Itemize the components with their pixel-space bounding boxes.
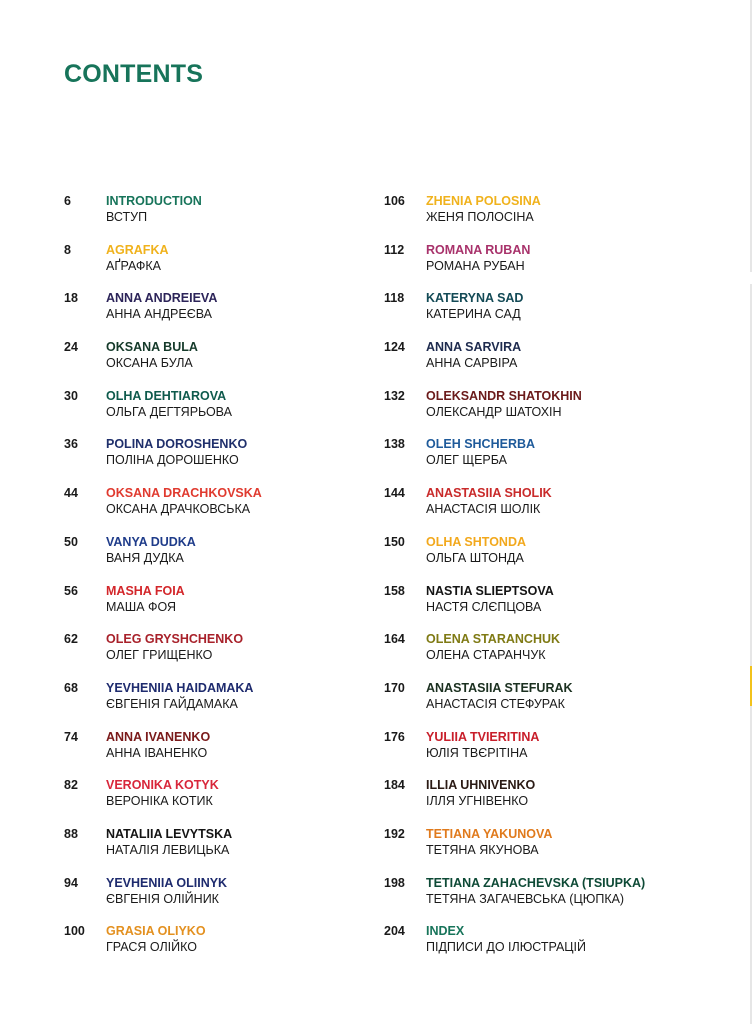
toc-entry[interactable] (64, 340, 404, 389)
toc-title-en: OLHA DEHTIAROVA (106, 388, 227, 403)
toc-page-number: 100 (64, 924, 85, 939)
toc-entry[interactable] (384, 437, 744, 486)
toc-title-ua: ОКСАНА БУЛА (106, 356, 193, 371)
toc-title-ua: ОЛЕГ ЩЕРБА (426, 453, 508, 468)
toc-title-ua: ОЛЕГ ГРИЩЕНКО (106, 648, 213, 663)
toc-page-number: 88 (64, 826, 78, 841)
toc-entry[interactable] (384, 730, 744, 779)
toc-title-en: NATALIIA LEVYTSKA (106, 826, 233, 841)
toc-page-number: 44 (64, 486, 78, 501)
toc-title-en: OLHA SHTONDA (426, 534, 526, 549)
toc-title-en: MASHA FOIA (106, 583, 185, 598)
toc-title-ua: ОЛЬГА ШТОНДА (426, 550, 524, 565)
toc-title-en: YULIIA TVIERITINA (426, 729, 540, 744)
toc-entry[interactable] (384, 340, 744, 389)
toc-title-en: ZHENIA POLOSINA (426, 194, 541, 208)
toc-title-en: OLEG GRYSHCHENKO (106, 632, 244, 647)
toc-title-ua: ОЛЬГА ДЕГТЯРЬОВА (106, 404, 232, 419)
toc-entry[interactable] (64, 389, 404, 438)
toc-title-en: POLINA DOROSHENKO (106, 437, 248, 452)
toc-title-ua: МАША ФОЯ (106, 599, 176, 614)
toc-page-number: 68 (64, 680, 78, 695)
toc-page-number: 8 (64, 242, 71, 257)
toc-page-number: 24 (64, 340, 78, 355)
toc-title-en: ANNA IVANENKO (106, 729, 211, 744)
toc-entry[interactable] (384, 389, 744, 438)
toc-title-en: ANASTASIIA STEFURAK (426, 680, 573, 695)
toc-title-ua: ТЕТЯНА ЯКУНОВА (426, 842, 539, 857)
toc-title-ua: АНАСТАСІЯ ШОЛІК (426, 502, 541, 517)
toc-title-en: NASTIA SLIEPTSOVA (426, 583, 554, 598)
toc-entry[interactable] (64, 486, 404, 535)
toc-title-ua: ВЕРОНІКА КОТИК (106, 794, 213, 809)
toc-entry[interactable] (64, 827, 404, 876)
toc-page-number: 118 (384, 291, 405, 306)
toc-page-number: 204 (384, 924, 405, 939)
toc-title-ua: ЄВГЕНІЯ ГАЙДАМАКА (106, 696, 238, 711)
toc-page-number: 144 (384, 486, 405, 501)
toc-entry[interactable] (384, 194, 744, 243)
toc-title-ua: ВАНЯ ДУДКА (106, 550, 184, 565)
toc-page-number: 94 (64, 875, 78, 890)
toc-entry[interactable] (384, 291, 744, 340)
toc-title-ua: ЖЕНЯ ПОЛОСІНА (426, 210, 534, 224)
toc-entry[interactable] (64, 291, 404, 340)
toc-entry[interactable] (64, 437, 404, 486)
toc-title-ua: ЄВГЕНІЯ ОЛІЙНИК (106, 891, 219, 906)
toc-title-en: GRASIA OLIYKO (106, 924, 206, 939)
toc-entry[interactable] (64, 778, 404, 827)
toc-entry[interactable] (384, 924, 744, 973)
toc-entry[interactable] (64, 535, 404, 584)
toc-entry[interactable] (384, 632, 744, 681)
toc-page-number: 192 (384, 826, 405, 841)
toc-title-ua: ПІДПИСИ ДО ІЛЮСТРАЦІЙ (426, 940, 586, 955)
toc-title-ua: АҐРАФКА (106, 258, 161, 273)
toc-entry[interactable] (64, 584, 404, 633)
toc-page-number: 184 (384, 778, 405, 793)
toc-title-ua: ОКСАНА ДРАЧКОВСЬКА (106, 502, 251, 517)
toc-page-number: 164 (384, 632, 405, 647)
toc-entry[interactable] (384, 486, 744, 535)
toc-page-number: 150 (384, 534, 405, 549)
toc-title-en: ANASTASIIA SHOLIK (426, 486, 552, 501)
toc-page-number: 106 (384, 194, 405, 208)
toc-page-number: 36 (64, 437, 78, 452)
toc-page-number: 62 (64, 632, 78, 647)
toc-entry[interactable] (64, 924, 404, 973)
toc-title-en: OKSANA BULA (106, 340, 198, 355)
toc-title-ua: ПОЛІНА ДОРОШЕНКО (106, 453, 239, 468)
toc-page-number: 82 (64, 778, 78, 793)
toc-title-ua: ТЕТЯНА ЗАГАЧЕВСЬКА (ЦЮПКА) (426, 891, 625, 906)
toc-title-en: OKSANA DRACHKOVSKA (106, 486, 262, 501)
toc-page-number: 158 (384, 583, 405, 598)
toc-entry[interactable] (64, 876, 404, 925)
toc-title-ua: ІЛЛЯ УГНІВЕНКО (426, 794, 529, 809)
toc-page-number: 112 (384, 242, 405, 257)
toc-title-en: ROMANA RUBAN (426, 242, 531, 257)
toc-title-ua: НАТАЛІЯ ЛЕВИЦЬКА (106, 842, 230, 857)
toc-title-en: TETIANA YAKUNOVA (426, 826, 553, 841)
toc-title-ua: АННА АНДРЕЄВА (106, 307, 212, 322)
toc-title-ua: НАСТЯ СЛЄПЦОВА (426, 599, 542, 614)
toc-page-number: 170 (384, 680, 405, 695)
toc-page-number: 50 (64, 534, 78, 549)
toc-title-ua: АННА ІВАНЕНКО (106, 745, 208, 760)
toc-entry[interactable] (384, 876, 744, 925)
toc-page-number: 138 (384, 437, 405, 452)
toc-entry[interactable] (384, 243, 744, 292)
toc-title-en: AGRAFKA (106, 242, 169, 257)
toc-entry[interactable] (64, 632, 404, 681)
toc-entry[interactable] (384, 827, 744, 876)
toc-entry[interactable] (384, 778, 744, 827)
toc-title-ua: АННА САРВІРА (426, 356, 518, 371)
toc-page-number: 18 (64, 291, 78, 306)
toc-title-ua: ЮЛІЯ ТВЄРІТІНА (426, 745, 528, 760)
toc-page-number: 30 (64, 388, 78, 403)
toc-page-number: 198 (384, 875, 405, 890)
toc-title-en: INDEX (426, 924, 465, 939)
toc-title-en: OLEKSANDR SHATOKHIN (426, 388, 582, 403)
toc-title-en: TETIANA ZAHACHEVSKA (TSIUPKA) (426, 875, 646, 890)
toc-title-ua: ОЛЕНА СТАРАНЧУК (426, 648, 546, 663)
toc-title-en: VERONIKA KOTYK (106, 778, 219, 793)
toc-title-en: YEVHENIIA OLIINYK (106, 875, 228, 890)
page-title: CONTENTS (64, 60, 204, 88)
toc-title-ua: ВСТУП (106, 210, 148, 224)
toc-title-ua: КАТЕРИНА САД (426, 307, 521, 322)
toc-page-number: 124 (384, 340, 405, 355)
toc-title-en: OLENA STARANCHUK (426, 632, 561, 647)
toc-title-en: YEVHENIIA HAIDAMAKA (106, 680, 254, 695)
toc-entry[interactable] (384, 681, 744, 730)
toc-entry[interactable] (64, 243, 404, 292)
toc-title-ua: ОЛЕКСАНДР ШАТОХІН (426, 404, 562, 419)
contents-column-left (64, 194, 404, 973)
contents-column-right (384, 194, 744, 973)
toc-title-ua: РОМАНА РУБАН (426, 258, 525, 273)
toc-title-en: ANNA ANDREIEVA (106, 291, 218, 306)
toc-title-ua: ГРАСЯ ОЛІЙКО (106, 940, 197, 955)
toc-title-en: VANYA DUDKA (106, 534, 196, 549)
toc-entry[interactable] (384, 584, 744, 633)
toc-title-en: ILLIA UHNIVENKO (426, 778, 536, 793)
toc-page-number: 176 (384, 729, 405, 744)
toc-title-en: OLEH SHCHERBA (426, 437, 536, 452)
toc-page-number: 6 (64, 194, 71, 208)
toc-entry[interactable] (64, 730, 404, 779)
toc-title-en: INTRODUCTION (106, 194, 202, 208)
toc-title-en: ANNA SARVIRA (426, 340, 522, 355)
toc-page-number: 74 (64, 729, 78, 744)
toc-entry[interactable] (384, 535, 744, 584)
toc-title-en: KATERYNA SAD (426, 291, 524, 306)
toc-title-ua: АНАСТАСІЯ СТЕФУРАК (426, 696, 565, 711)
toc-page-number: 56 (64, 583, 78, 598)
toc-entry[interactable] (64, 194, 404, 243)
toc-page-number: 132 (384, 388, 405, 403)
toc-entry[interactable] (64, 681, 404, 730)
